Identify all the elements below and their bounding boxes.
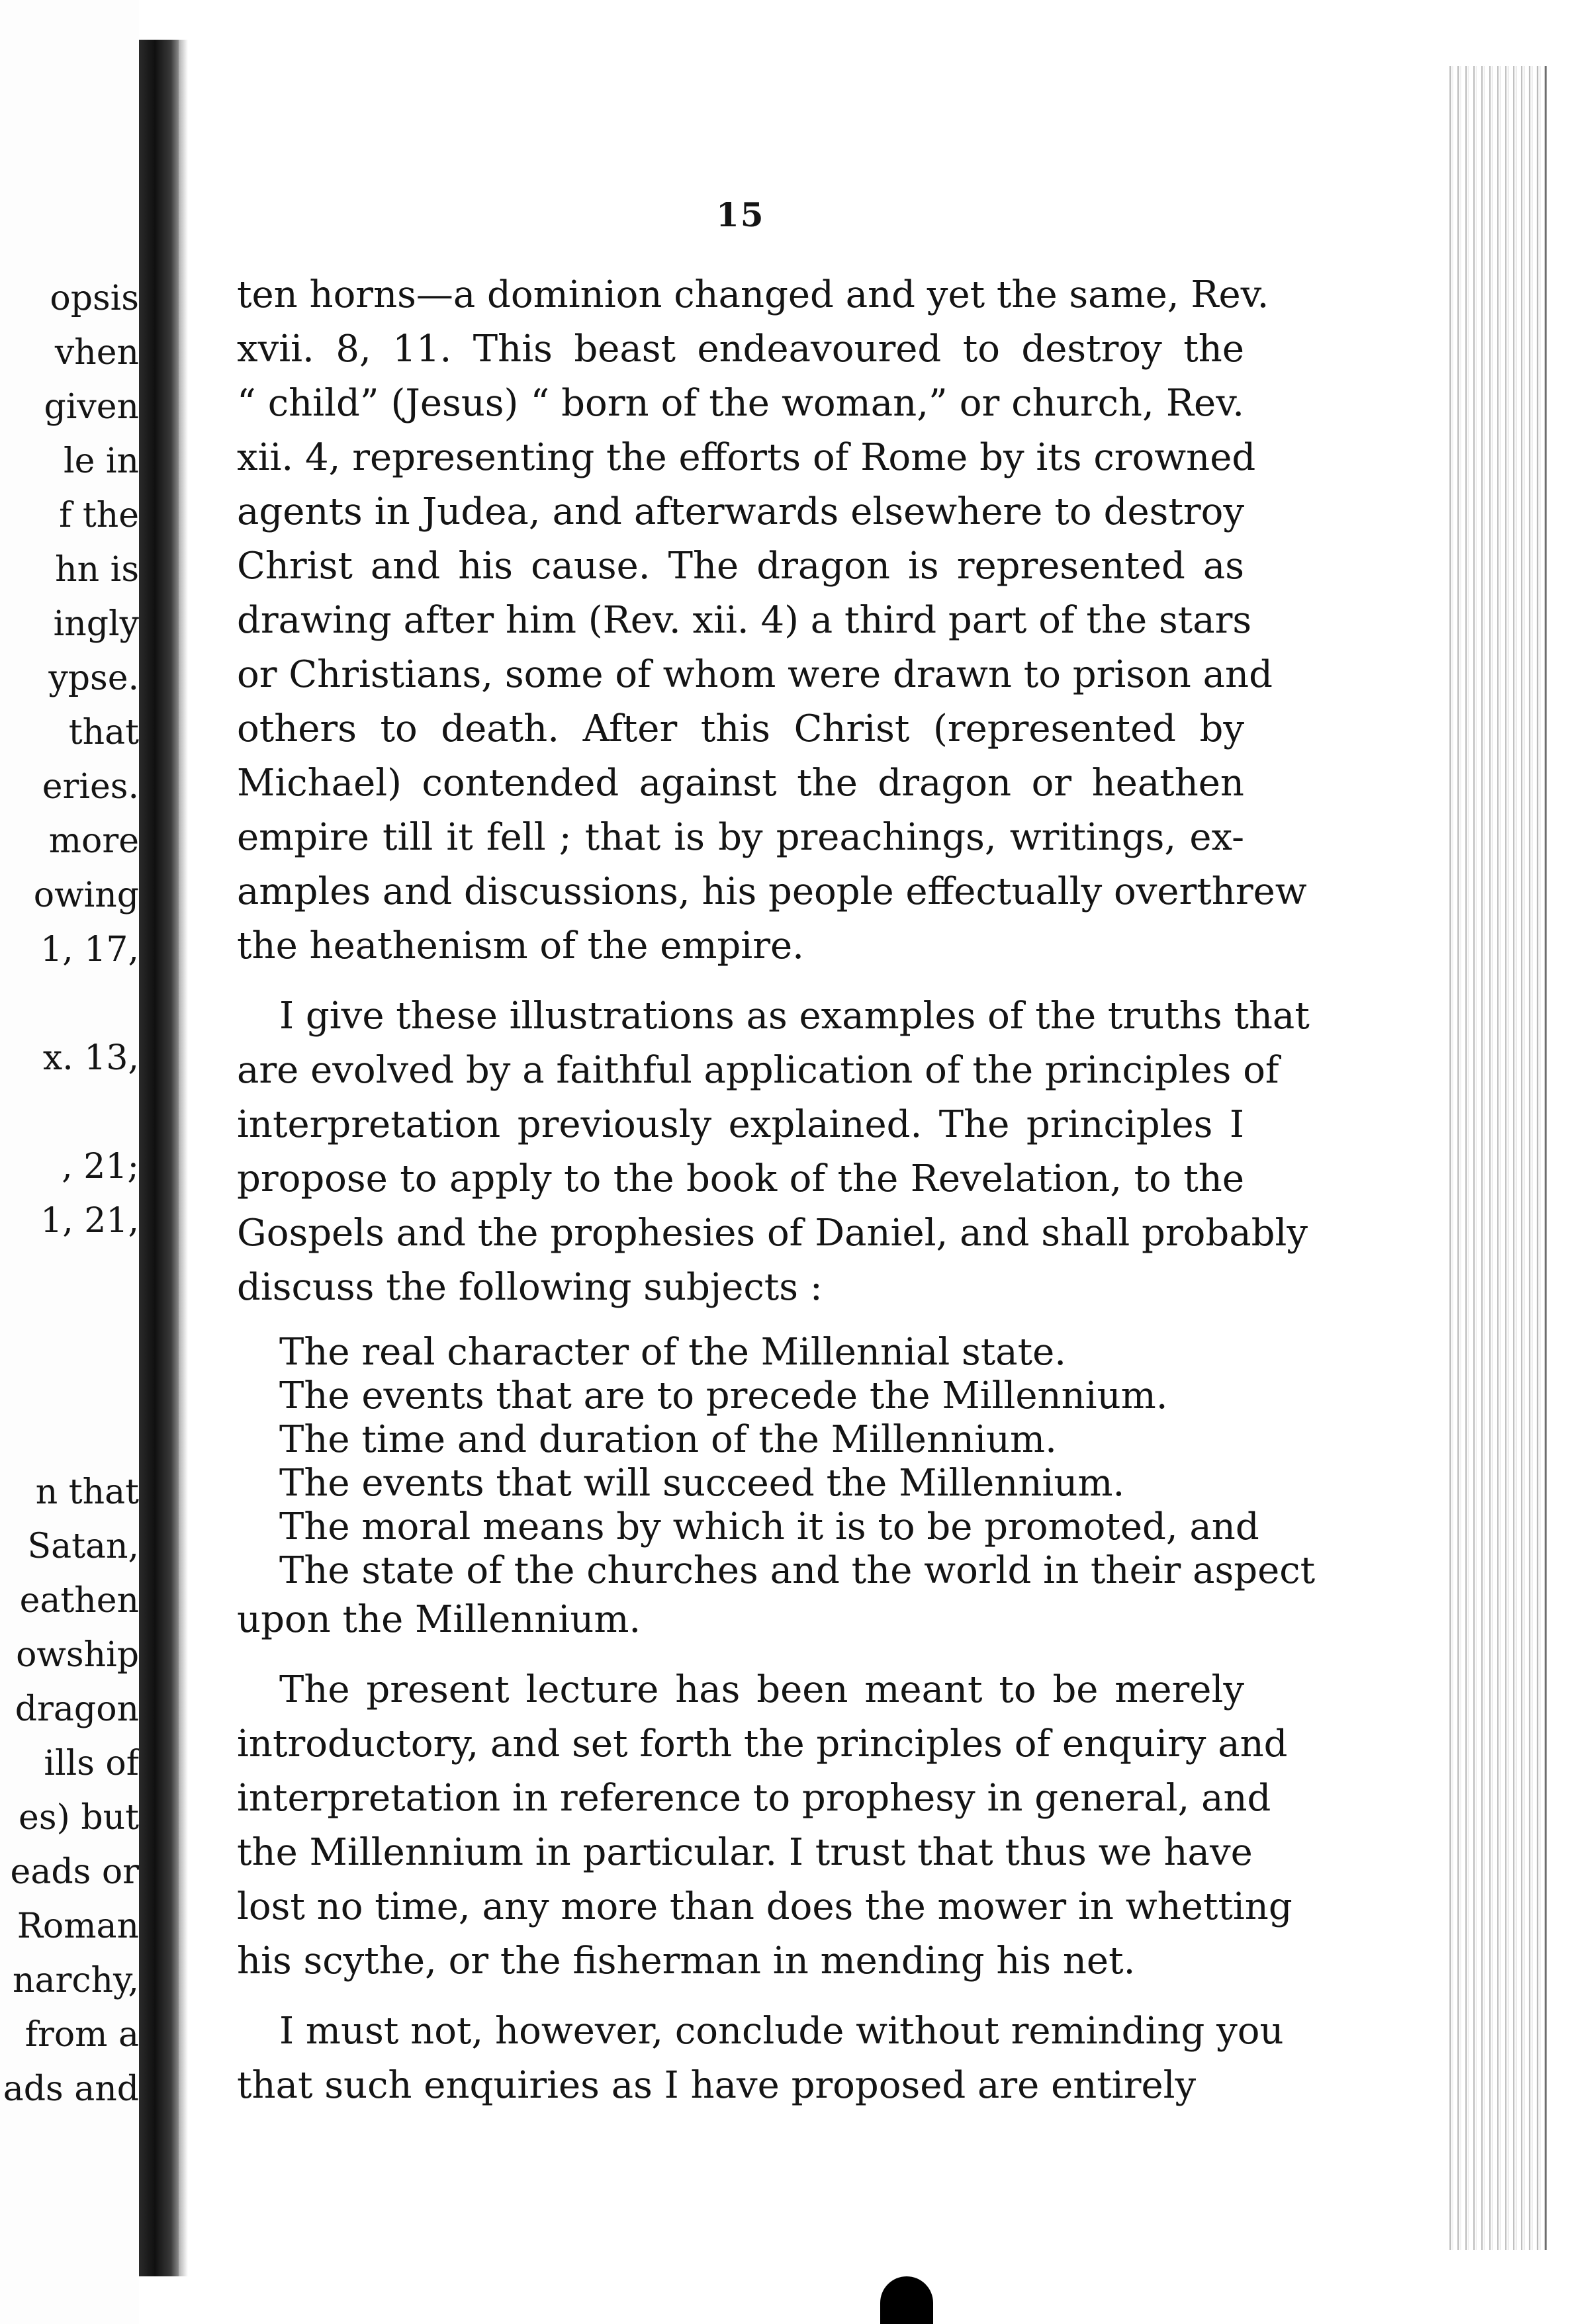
- page-number: 15: [716, 195, 765, 234]
- left-page-line: f the: [59, 496, 139, 535]
- subject-item: The real character of the Millennial state.: [279, 1331, 1067, 1374]
- left-page-line: vhen: [54, 333, 139, 373]
- subject-item: The events that will succeed the Millennium.: [279, 1462, 1125, 1505]
- text-line: discuss the following subjects :: [237, 1266, 823, 1309]
- left-facing-page-fragment: [0, 0, 139, 2324]
- page-edges: [1445, 66, 1547, 2250]
- gutter-shadow: [179, 40, 188, 2276]
- left-page-line: from a: [24, 2015, 139, 2055]
- left-page-line: n that: [35, 1472, 139, 1512]
- text-line: his scythe, or the fisherman in mending his net.: [237, 1940, 1136, 1983]
- book-gutter: [139, 40, 179, 2276]
- left-page-line: le in: [63, 441, 139, 481]
- text-line: ten horns—a dominion changed and yet the same, Rev.: [237, 273, 1269, 316]
- left-page-line: owship: [16, 1635, 139, 1675]
- left-page-line: ills of: [44, 1744, 139, 1783]
- text-line: the Millennium in particular. I trust that thus we have: [237, 1831, 1253, 1874]
- left-page-line: narchy,: [13, 1961, 139, 2000]
- text-line: agents in Judea, and afterwards elsewhere to destroy: [237, 490, 1244, 533]
- left-page-line: hn is: [55, 550, 139, 590]
- left-page-line: Satan,: [27, 1527, 139, 1566]
- left-page-line: eries.: [42, 767, 139, 807]
- text-line: interpretation in reference to prophesy in general, and: [237, 1777, 1271, 1820]
- text-line: introductory, and set forth the principles of enquiry and: [237, 1722, 1288, 1765]
- text-line: interpretation previously explained. The principles I: [237, 1103, 1244, 1146]
- text-line: empire till it fell ; that is by preachings, writings, ex-: [237, 816, 1244, 859]
- text-line: Michael) contended against the dragon or heathen: [237, 762, 1244, 805]
- body-text: [237, 268, 1316, 2129]
- scanner-clip-mark: [880, 2276, 933, 2324]
- text-line: Gospels and the prophesies of Daniel, and shall probably: [237, 1212, 1308, 1255]
- subject-item: The time and duration of the Millennium.: [279, 1418, 1057, 1461]
- text-line: xii. 4, representing the efforts of Rome by its crowned: [237, 436, 1256, 479]
- left-page-line: opsis: [50, 279, 139, 318]
- text-line: “ child” (Jesus) “ born of the woman,” or church, Rev.: [237, 382, 1244, 425]
- text-line: Christ and his cause. The dragon is represented as: [237, 545, 1244, 588]
- text-line: others to death. After this Christ (represented by: [237, 707, 1244, 750]
- left-page-line: ypse.: [48, 658, 139, 698]
- left-page-line: ads and: [3, 2069, 139, 2109]
- left-page-line: 1, 21,: [40, 1201, 139, 1241]
- text-line: The present lecture has been meant to be merely: [279, 1668, 1244, 1711]
- subject-item: The moral means by which it is to be promoted, and: [279, 1505, 1259, 1548]
- subject-item: The state of the churches and the world in their aspect: [279, 1549, 1316, 1592]
- text-line: lost no time, any more than does the mower in whetting: [237, 1885, 1292, 1928]
- text-line: that such enquiries as I have proposed are entirely: [237, 2064, 1197, 2107]
- text-line: drawing after him (Rev. xii. 4) a third part of the stars: [237, 599, 1252, 642]
- left-page-line: eads or: [10, 1852, 139, 1892]
- left-page-line: more: [48, 821, 139, 861]
- left-page-line: owing: [33, 875, 139, 915]
- left-page-line: , 21;: [62, 1147, 139, 1186]
- subject-item-tail: upon the Millennium.: [237, 1598, 641, 1641]
- left-page-line: x. 13,: [42, 1038, 139, 1078]
- text-line: xvii. 8, 11. This beast endeavoured to destroy the: [237, 328, 1244, 371]
- left-page-line: es) but: [19, 1798, 139, 1838]
- text-line: are evolved by a faithful application of the principles of: [237, 1049, 1279, 1092]
- text-line: or Christians, some of whom were drawn to prison and: [237, 653, 1273, 696]
- left-page-line: that: [68, 713, 139, 752]
- text-line: I give these illustrations as examples of the truths that: [279, 995, 1310, 1038]
- left-page-line: given: [44, 387, 139, 427]
- text-line: I must not, however, conclude without reminding you: [279, 2010, 1284, 2053]
- left-page-line: eathen: [19, 1581, 139, 1621]
- text-line: propose to apply to the book of the Revelation, to the: [237, 1157, 1244, 1200]
- left-page-line: 1, 17,: [40, 930, 139, 969]
- text-line: amples and discussions, his people effectually overthrew: [237, 870, 1307, 913]
- left-page-line: dragon: [15, 1689, 139, 1729]
- text-line: the heathenism of the empire.: [237, 924, 804, 967]
- subject-item: The events that are to precede the Millennium.: [279, 1374, 1168, 1417]
- left-page-line: Roman: [17, 1906, 139, 1946]
- left-page-line: ingly: [53, 604, 139, 644]
